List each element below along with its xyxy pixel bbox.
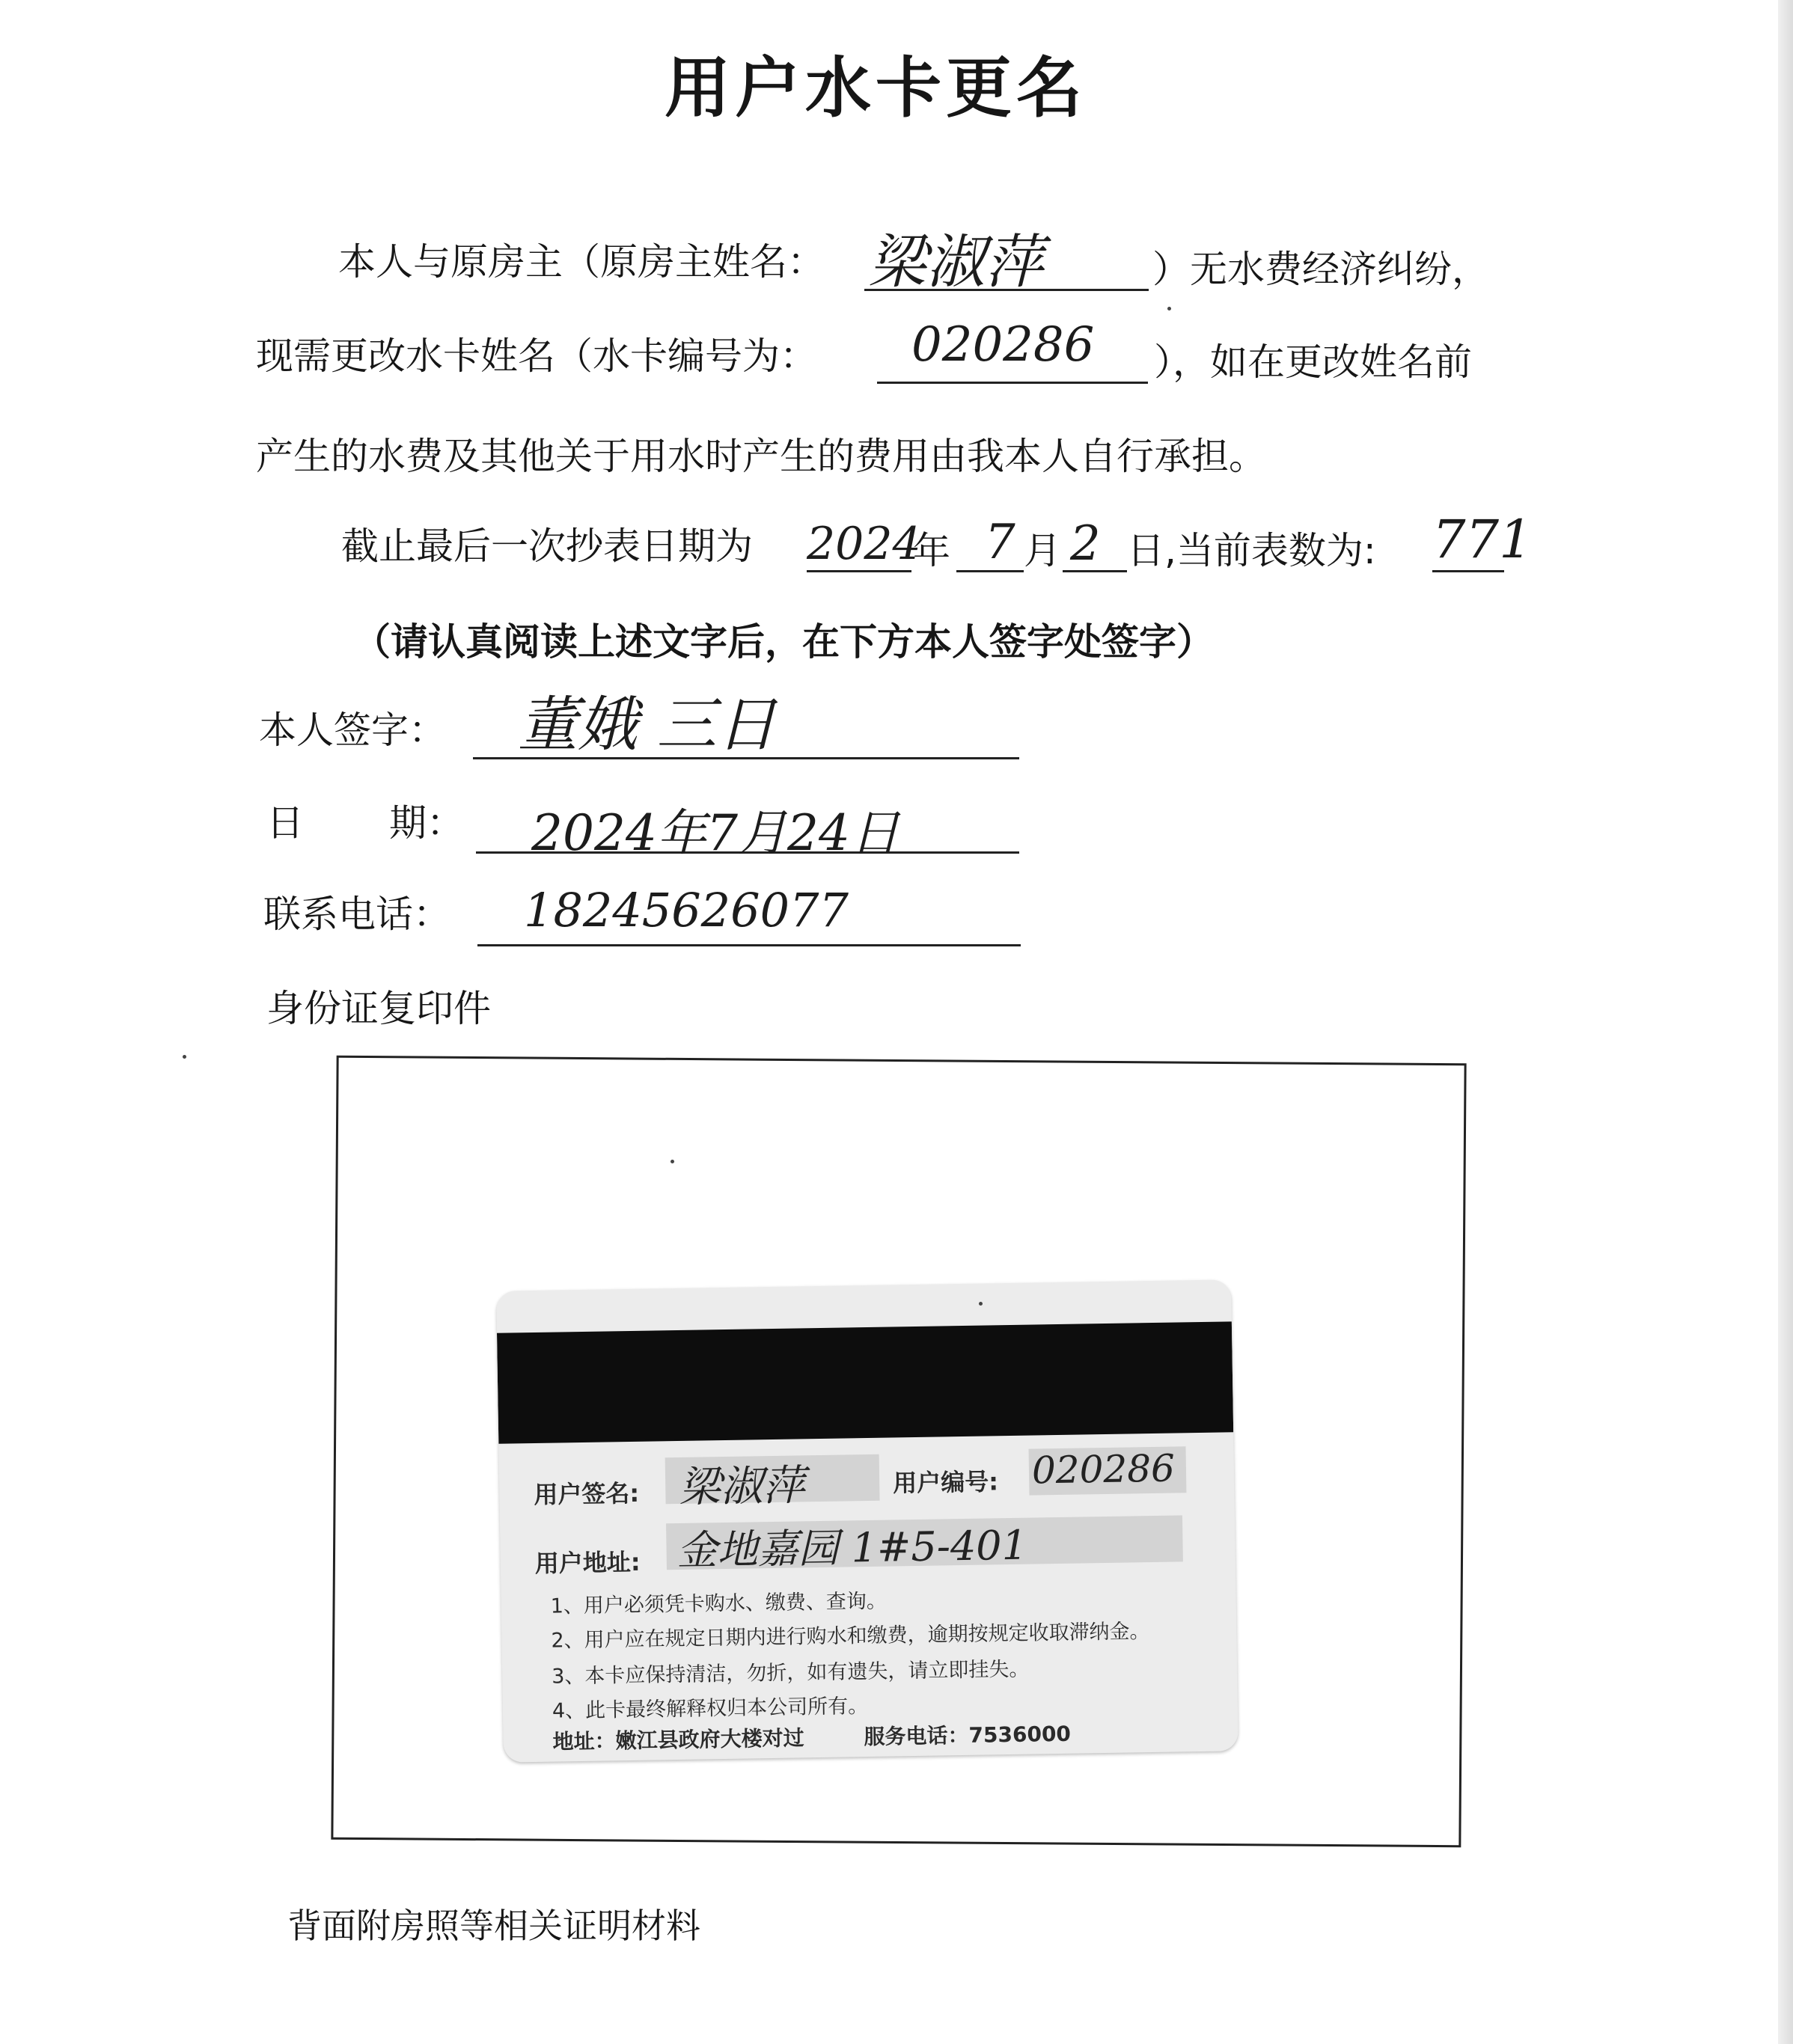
reading-year-unit: 年: [913, 529, 950, 572]
card-number-blank: [877, 382, 1148, 384]
card-rule-3: 3、本卡应保持清洁，勿折，如有遗失，请立即挂失。: [551, 1657, 1030, 1689]
phone-line: [477, 944, 1021, 946]
signing-notice: （请认真阅读上述文字后，在下方本人签字处签字）: [353, 620, 1214, 664]
reading-day-unit: 日,当前表数为:: [1127, 529, 1376, 572]
former-owner-name-handwritten: 梁淑萍: [868, 229, 1044, 296]
reading-year-handwritten: 2024: [807, 518, 921, 570]
page-edge-shadow: [1778, 0, 1793, 2044]
card-rule-2: 2、用户应在规定日期内进行购水和缴费，逾期按规定收取滞纳金。: [551, 1620, 1150, 1653]
meter-value-blank: [1432, 570, 1504, 572]
statement-line-2-prefix: 现需更改水卡姓名（水卡编号为：: [256, 334, 817, 378]
card-user-number-handwritten: 020286: [1031, 1446, 1176, 1493]
phone-handwritten: 18245626077: [524, 883, 849, 937]
footer-note: 背面附房照等相关证明材料: [287, 1906, 700, 1946]
card-address-label: 用户地址:: [534, 1547, 641, 1578]
meter-value-handwritten: 771: [1432, 509, 1533, 570]
magnetic-stripe: [497, 1321, 1233, 1443]
card-service-phone: 服务电话：7536000: [864, 1721, 1072, 1750]
statement-line-1-prefix: 本人与原房主（原房主姓名：: [338, 240, 825, 284]
reading-month-unit: 月: [1024, 529, 1061, 572]
reading-month-blank: [956, 570, 1024, 572]
card-footer-address: 地址：嫩江县政府大楼对过: [552, 1725, 804, 1754]
date-label-char-2: 期：: [389, 801, 464, 845]
id-copy-label: 身份证复印件: [266, 987, 491, 1030]
statement-line-2-suffix: ），如在更改姓名前: [1154, 340, 1472, 384]
card-user-number-label: 用户编号:: [892, 1467, 999, 1498]
card-user-name-label: 用户签名:: [534, 1478, 640, 1509]
date-handwritten: 2024年7月24日: [531, 804, 899, 862]
reading-year-blank: [807, 570, 911, 572]
signature-label: 本人签字：: [259, 709, 446, 752]
card-rule-4: 4、此卡最终解释权归本公司所有。: [552, 1695, 869, 1723]
card-user-name-handwritten: 梁淑萍: [678, 1461, 805, 1512]
reading-day-handwritten: 2: [1070, 516, 1101, 572]
phone-label: 联系电话：: [263, 893, 450, 936]
card-number-handwritten: 020286: [911, 317, 1095, 373]
reading-month-handwritten: 7: [985, 515, 1015, 570]
paper-speck: [183, 1055, 186, 1059]
paper-speck: [979, 1302, 983, 1306]
statement-line-3: 产生的水费及其他关于用水时产生的费用由我本人自行承担。: [256, 435, 1266, 478]
paper-speck: [1167, 307, 1171, 310]
card-rule-1: 1、用户必须凭卡购水、缴费、查询。: [550, 1589, 888, 1618]
document-title: 用户水卡更名: [664, 49, 1087, 126]
water-card: [496, 1279, 1238, 1762]
paper-speck: [671, 1160, 674, 1163]
card-address-handwritten: 金地嘉园 1#5-401: [676, 1521, 1028, 1574]
statement-line-1-suffix: ）无水费经济纠纷，: [1152, 248, 1489, 291]
signature-handwritten: 董娥 三日: [518, 690, 777, 759]
date-label-char-1: 日: [266, 801, 304, 845]
reading-prefix: 截止最后一次抄表日期为: [341, 524, 753, 568]
